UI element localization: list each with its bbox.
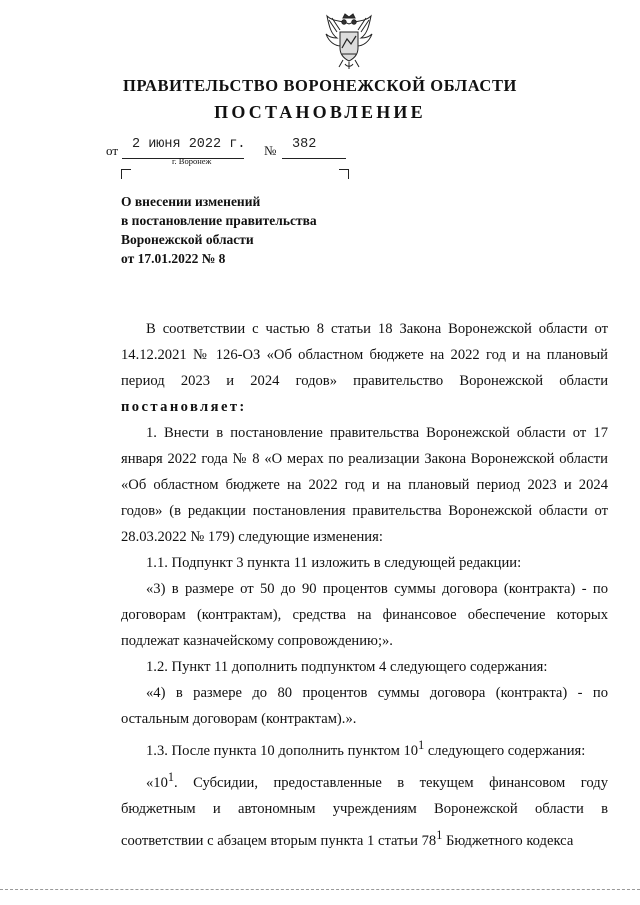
paragraph-item-1-1: 1.1. Подпункт 3 пункта 11 изложить в следующей редакции: [146,555,522,571]
superscript: 1 [418,738,425,752]
city-label: г. Воронеж [172,156,212,166]
paragraph-item-1: 1. Внести в постановление правительства Воронежской области от 17 января 2022 года № 8 «О мерах по реализации Закона Воронежской области «Об областном бюджете на 2022 год и на плановый период 2023 и 2024 годов» (в редакции постановления правительства Воронежской области от 28.03.2022 № 179) следующие изменения: [121,425,608,545]
subject-line: Воронежской области [121,232,254,247]
document-subject [121,192,421,268]
preamble-text: В соответствии с частью 8 статьи 18 Закона Воронежской области от 14.12.2021 № 126-ОЗ «Об областном бюджете на 2022 год и на плановый период 2023 и 2024 годов» правительство Воронежской области [121,321,608,389]
superscript: 1 [436,827,443,842]
quote-10-1-text: . Субсидии, предоставленные в текущем финансовом году бюджетным и автономным учреждениям Воронежской области в соответствии с абзацем вторым пункта 1 статьи 78 [121,774,608,849]
page-bottom-edge [0,889,640,890]
paragraph-quote-4: «4) в размере до 80 процентов суммы договора (контракта) - по остальным договорам (контрактам).». [121,685,608,727]
date-prefix: от [106,143,119,158]
number-prefix: № [264,143,277,158]
quote-10-1-end: Бюджетного кодекса [442,832,574,849]
document-meta [0,134,640,174]
paragraph-item-1-3 [121,732,608,764]
quote-10-1-start: «10 [146,774,168,791]
paragraph-item-1-2: 1.2. Пункт 11 дополнить подпунктом 4 следующего содержания: [146,659,548,675]
subject-line: в постановление правительства [121,213,317,228]
paragraph-preamble [121,316,608,420]
resolution-verb: постановляет: [121,399,247,415]
paragraph-quote-10-1 [121,764,608,854]
number-underline [282,158,346,159]
government-title: ПРАВИТЕЛЬСТВО ВОРОНЕЖСКОЙ ОБЛАСТИ [123,76,517,95]
paragraph-quote-3: «3) в размере от 50 до 90 процентов суммы договора (контракта) - по договорам (контрактам), средства на финансовое обеспечение которых подлежат казначейскому сопровождению;». [121,581,608,649]
date-value: 2 июня 2022 г. [132,137,246,152]
document-type: ПОСТАНОВЛЕНИЕ [214,102,426,122]
corner-mark-right [339,169,349,179]
superscript: 1 [167,769,174,784]
item-1-3-text: 1.3. После пункта 10 дополнить пунктом 10 [146,742,419,759]
subject-line: от 17.01.2022 № 8 [121,251,226,266]
number-value: 382 [292,137,317,152]
item-1-3-text-end: следующего содержания: [424,742,586,759]
corner-mark-left [121,169,131,179]
document-body [121,316,608,854]
coat-of-arms-icon [323,12,375,70]
subject-line: О внесении изменений [121,194,261,209]
